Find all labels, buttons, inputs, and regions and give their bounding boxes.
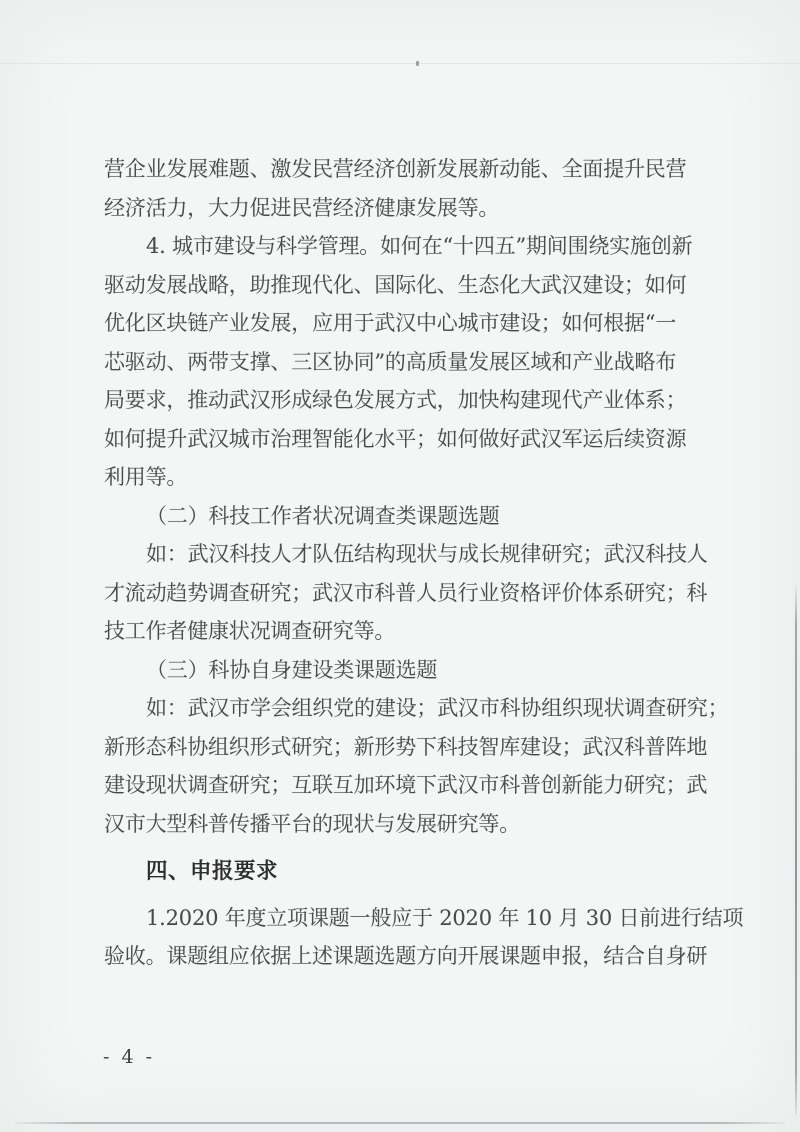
document-line: 利用等。 [104, 465, 188, 489]
section-heading-application-requirements: 四、申报要求 [146, 859, 279, 884]
document-line: 营企业发展难题、激发民营经济创新发展新动能、全面提升民营 [104, 157, 687, 181]
subsection-heading-2: （二）科技工作者状况调查类课题选题 [146, 503, 500, 528]
scan-artifact-speck [416, 61, 419, 66]
document-body [104, 150, 744, 976]
document-line: 才流动趋势调查研究；武汉市科普人员行业资格评价体系研究；科 [104, 580, 708, 605]
document-line: 优化区块链产业发展，应用于武汉中心城市建设；如何根据“一 [104, 311, 677, 335]
document-line-item-4: 4. 城市建设与科学管理。如何在“十四五”期间围绕实施创新 [146, 234, 693, 258]
document-line: 局要求，推动武汉形成绿色发展方式，加快构建现代产业体系； [104, 388, 687, 412]
document-line: 汉市大型科普传播平台的现状与发展研究等。 [104, 811, 520, 836]
scan-artifact-page-edge-bottom [14, 1122, 786, 1124]
document-line: 芯驱动、两带支撑、三区协同”的高质量发展区域和产业战略布 [104, 349, 677, 374]
document-line: 建设现状调查研究；互联互加环境下武汉市科普创新能力研究；武 [104, 773, 708, 797]
document-line: 如：武汉科技人才队伍结构现状与成长规律研究；武汉科技人 [146, 542, 708, 566]
scan-artifact-horizontal-line [0, 63, 800, 64]
document-line: 新形态科协组织形式研究；新形势下科技智库建设；武汉科普阵地 [104, 734, 708, 759]
document-line: 技工作者健康状况调查研究等。 [104, 619, 396, 643]
subsection-heading-3: （三）科协自身建设类课题选题 [146, 657, 438, 682]
document-line: 如何提升武汉城市治理智能化水平；如何做好武汉军运后续资源 [104, 426, 687, 451]
document-line: 1.2020 年度立项课题一般应于 2020 年 10 月 30 日前进行结项 [146, 905, 744, 930]
page-number: - 4 - [103, 1046, 156, 1068]
document-line: 验收。课题组应依据上述课题选题方向开展课题申报，结合自身研 [104, 944, 708, 968]
document-line: 驱动发展战略，助推现代化、国际化、生态化大武汉建设；如何 [104, 272, 687, 297]
scan-artifact-page-edge-right [795, 582, 797, 1115]
document-line: 如：武汉市学会组织党的建设；武汉市科协组织现状调查研究； [146, 696, 729, 720]
document-line: 经济活力，大力促进民营经济健康发展等。 [104, 195, 500, 220]
